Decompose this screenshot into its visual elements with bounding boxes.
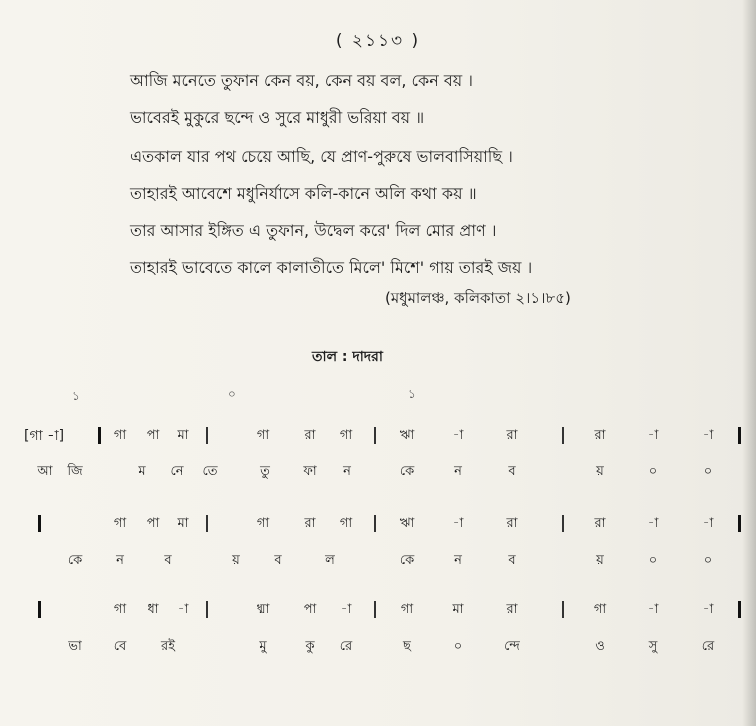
lyric-syllable: ভা [68, 639, 82, 654]
beat-mark-3: ১ [408, 387, 416, 401]
lyric-syllable: জি [67, 464, 83, 479]
lyric-syllable: ছ [403, 639, 411, 654]
poem-line-2: ভাবেরই মুকুরে ছন্দে ও সুরে মাধুরী ভরিয়া বয় ॥ [130, 108, 425, 127]
lyric-syllable: কু [305, 639, 315, 654]
bar-line [374, 601, 376, 618]
poem-line-1: আজি মনেতে তুফান কেন বয়, কেন বয় বল, কেন বয় । [130, 71, 474, 90]
bar-line [374, 515, 376, 532]
swara-note: মা [452, 602, 464, 617]
lyric-syllable: তে [202, 464, 218, 479]
bar-line [38, 515, 41, 532]
swara-note: রা [506, 428, 518, 443]
swara-note: রা [594, 516, 606, 531]
swara-note: গা [339, 428, 353, 443]
notation-bracket: [গা -া] [24, 428, 65, 444]
bar-line [98, 427, 101, 444]
lyric-syllable: ব [508, 553, 516, 568]
bar-line [206, 515, 208, 532]
lyric-syllable: য় [596, 464, 604, 479]
swara-note: রা [506, 516, 518, 531]
swara-note: গা [256, 428, 270, 443]
swara-note: -া [452, 428, 464, 443]
bar-line [374, 427, 376, 444]
lyric-syllable: ব [164, 553, 172, 568]
swara-note: পা [146, 516, 160, 531]
swara-note: -া [647, 602, 659, 617]
swara-note: -া [647, 428, 659, 443]
lyric-syllable: ন [454, 464, 462, 479]
lyric-syllable: ন [454, 553, 462, 568]
bar-line [562, 601, 564, 618]
bar-line [562, 427, 564, 444]
lyric-syllable: কে [67, 553, 83, 568]
bar-line [38, 601, 41, 618]
swara-note: গা [339, 516, 353, 531]
poem-line-3: এতকাল যার পথ চেয়ে আছি, যে প্রাণ-পুরুষে ভালবাসিয়াছি । [130, 147, 513, 166]
bar-line [738, 601, 741, 618]
source-citation: (মধুমালঞ্চ, কলিকাতা ২।১।৮৫) [385, 289, 571, 307]
lyric-syllable: রে [339, 639, 353, 654]
swara-note: ধা [147, 602, 159, 617]
swara-note: গা [113, 428, 127, 443]
swara-note: -া [452, 516, 464, 531]
lyric-syllable: ব [508, 464, 516, 479]
lyric-syllable: ০ [648, 464, 658, 479]
swara-note: রা [594, 428, 606, 443]
bar-line [206, 427, 208, 444]
poem-line-6: তাহারই ভাবেতে কালে কালাতীতে মিলে' মিশে' গায় তারই জয় । [130, 258, 533, 277]
lyric-syllable: ফা [303, 464, 317, 479]
lyric-syllable: য় [232, 553, 240, 568]
beat-mark-1: ১ [72, 389, 80, 403]
lyric-syllable: ন [116, 553, 124, 568]
swara-note: পা [146, 428, 160, 443]
lyric-syllable: নে [170, 464, 184, 479]
bar-line [738, 427, 741, 444]
lyric-syllable: য় [596, 553, 604, 568]
poem-line-4: তাহারই আবেশে মধুনির্যাসে কলি-কানে অলি কথা কয় ॥ [130, 184, 477, 203]
swara-note: -া [702, 516, 714, 531]
swara-note: -া [702, 428, 714, 443]
lyric-syllable: সু [648, 639, 658, 654]
bar-line [738, 515, 741, 532]
swara-note: গা [113, 602, 127, 617]
lyric-syllable: কে [399, 553, 415, 568]
lyric-syllable: ০ [453, 639, 463, 654]
bar-line [206, 601, 208, 618]
swara-note: গা [593, 602, 607, 617]
lyric-syllable: ন্দে [504, 639, 520, 654]
lyric-syllable: ০ [703, 553, 713, 568]
lyric-syllable: আ [37, 464, 53, 479]
lyric-syllable: বে [113, 639, 127, 654]
swara-note: রা [506, 602, 518, 617]
lyric-syllable: ও [595, 639, 605, 654]
page-edge-shadow [742, 0, 756, 726]
lyric-syllable: ন [343, 464, 351, 479]
swara-note: -া [647, 516, 659, 531]
swara-note: ধ্মা [256, 602, 270, 617]
swara-note: গা [400, 602, 414, 617]
swara-note: পা [303, 602, 317, 617]
lyric-syllable: ব [274, 553, 282, 568]
beat-mark-2: ০ [228, 387, 236, 401]
lyric-syllable: ম [138, 464, 146, 479]
swara-note: ঋা [399, 516, 415, 531]
lyric-syllable: রই [161, 639, 175, 654]
swara-note: -া [177, 602, 189, 617]
swara-note: মা [177, 428, 189, 443]
lyric-syllable: কে [399, 464, 415, 479]
swara-note: গা [113, 516, 127, 531]
lyric-syllable: তু [260, 464, 270, 479]
song-number: ( ২১১৩ ) [335, 31, 421, 51]
swara-note: গা [256, 516, 270, 531]
swara-note: রা [304, 428, 316, 443]
lyric-syllable: রে [701, 639, 715, 654]
swara-note: মা [177, 516, 189, 531]
lyric-syllable: ল [325, 553, 335, 568]
poem-line-5: তার আসার ইঙ্গিত এ তুফান, উদ্বেল করে' দিল মোর প্রাণ । [130, 221, 497, 240]
taal-label: তাল : দাদরা [312, 349, 383, 365]
swara-note: রা [304, 516, 316, 531]
bar-line [562, 515, 564, 532]
swara-note: -া [340, 602, 352, 617]
swara-note: ঋা [399, 428, 415, 443]
lyric-syllable: মু [259, 639, 267, 654]
swara-note: -া [702, 602, 714, 617]
lyric-syllable: ০ [648, 553, 658, 568]
lyric-syllable: ০ [703, 464, 713, 479]
